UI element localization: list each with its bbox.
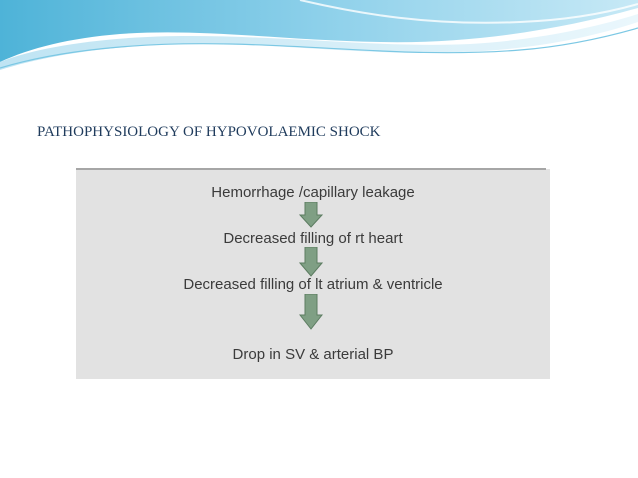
- down-arrow-icon: [299, 294, 323, 330]
- flow-step-lt-atrium-ventricle-filling: Decreased filling of lt atrium & ventricle: [183, 276, 443, 293]
- panel-top-border: [76, 168, 546, 170]
- flow-step-rt-heart-filling: Decreased filling of rt heart: [223, 230, 403, 247]
- down-arrow-icon: [299, 202, 323, 228]
- slide-title: PATHOPHYSIOLOGY OF HYPOVOLAEMIC SHOCK: [37, 124, 381, 140]
- header-wave-decoration: [0, 0, 638, 80]
- flow-step-hemorrhage: Hemorrhage /capillary leakage: [211, 184, 415, 201]
- down-arrow-icon: [299, 247, 323, 277]
- flow-step-drop-sv-bp: Drop in SV & arterial BP: [232, 346, 394, 363]
